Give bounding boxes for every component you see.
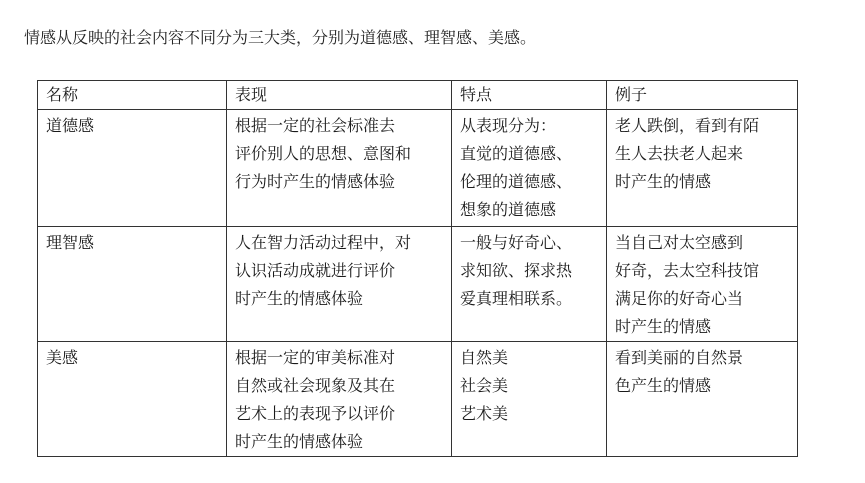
emotion-table (37, 80, 798, 457)
cell-line: 看到美丽的自然景 (615, 348, 744, 367)
cell-features (452, 342, 607, 457)
cell-expression (227, 110, 452, 227)
cell-features (452, 227, 607, 342)
cell-features (452, 110, 607, 227)
cell-line: 爱真理相联系。 (460, 289, 573, 308)
cell-line: 色产生的情感 (615, 376, 712, 395)
cell-line: 直觉的道德感、 (460, 144, 573, 163)
table-row (38, 342, 798, 457)
cell-line: 一般与好奇心、 (460, 233, 573, 252)
cell-example (607, 227, 798, 342)
cell-line: 社会美 (460, 376, 509, 395)
cell-line: 求知欲、探求热 (460, 261, 573, 280)
cell-line: 艺术上的表现予以评价 (235, 404, 396, 423)
cell-expression (227, 227, 452, 342)
cell-name (38, 227, 227, 342)
name-text: 美感 (46, 348, 79, 367)
cell-line: 时产生的情感 (615, 317, 712, 336)
header-example: 例子 (607, 81, 798, 110)
cell-line: 时产生的情感体验 (235, 432, 364, 451)
name-text: 道德感 (46, 116, 95, 135)
cell-line: 从表现分为： (460, 116, 557, 135)
header-features: 特点 (452, 81, 607, 110)
cell-name (38, 110, 227, 227)
cell-line: 好奇，去太空科技馆 (615, 261, 760, 280)
cell-line: 当自己对太空感到 (615, 233, 744, 252)
name-text: 理智感 (46, 233, 95, 252)
cell-line: 评价别人的思想、意图和 (235, 144, 412, 163)
cell-line: 老人跌倒，看到有陌 (615, 116, 760, 135)
cell-line: 艺术美 (460, 404, 509, 423)
cell-line: 生人去扶老人起来 (615, 144, 744, 163)
table-row (38, 110, 798, 227)
cell-line: 伦理的道德感、 (460, 172, 573, 191)
cell-line: 自然美 (460, 348, 509, 367)
cell-name (38, 342, 227, 457)
cell-expression (227, 342, 452, 457)
intro-text: 情感从反映的社会内容不同分为三大类，分别为道德感、理智感、美感。 (24, 28, 537, 47)
cell-line: 根据一定的审美标准对 (235, 348, 396, 367)
table-header-row (38, 81, 798, 110)
cell-example (607, 110, 798, 227)
cell-example (607, 342, 798, 457)
header-name: 名称 (38, 81, 227, 110)
cell-line: 满足你的好奇心当 (615, 289, 744, 308)
cell-line: 自然或社会现象及其在 (235, 376, 396, 395)
cell-line: 根据一定的社会标准去 (235, 116, 396, 135)
header-expression: 表现 (227, 81, 452, 110)
cell-line: 想象的道德感 (460, 200, 557, 219)
table-row (38, 227, 798, 342)
cell-line: 人在智力活动过程中，对 (235, 233, 412, 252)
cell-line: 认识活动成就进行评价 (235, 261, 396, 280)
cell-line: 时产生的情感 (615, 172, 712, 191)
cell-line: 行为时产生的情感体验 (235, 172, 396, 191)
cell-line: 时产生的情感体验 (235, 289, 364, 308)
